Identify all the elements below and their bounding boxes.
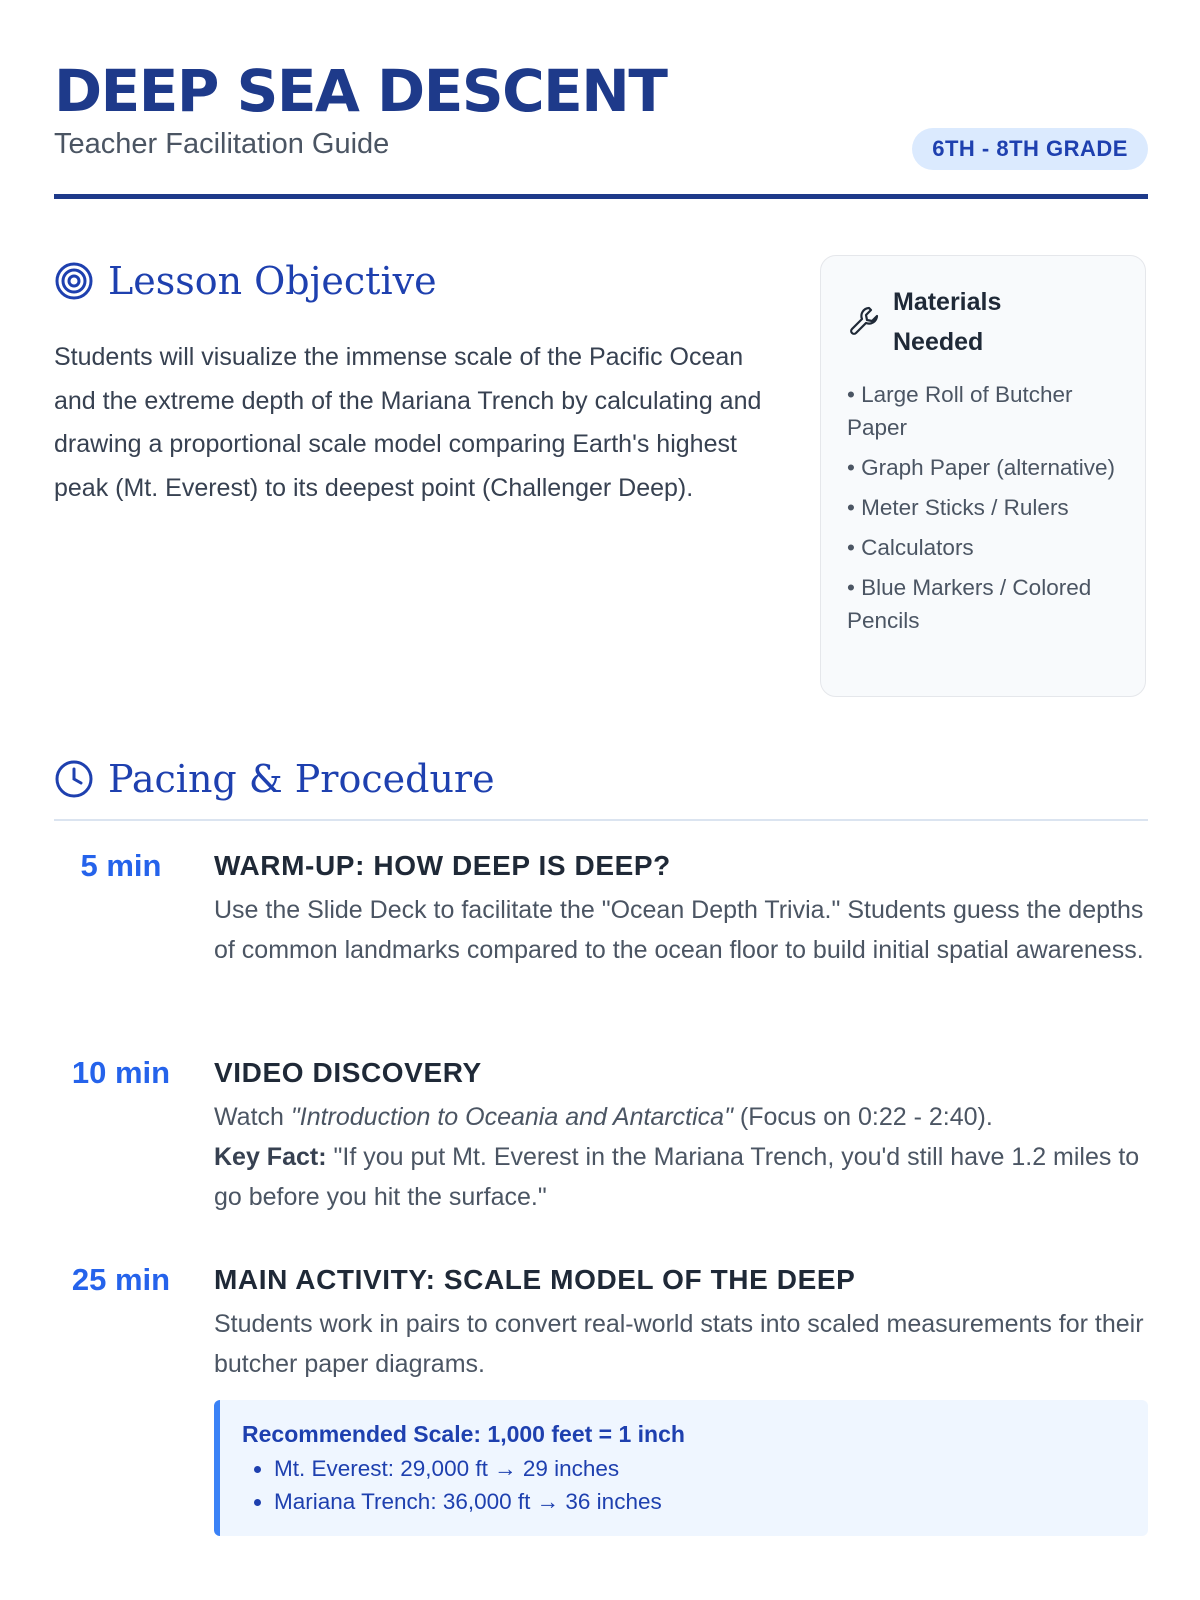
grade-badge: 6TH - 8TH GRADE <box>912 128 1148 170</box>
step-description: Students work in pairs to convert real-world stats into scaled measurements for their butcher paper diagrams. <box>214 1310 1144 1378</box>
step-title: MAIN ACTIVITY: SCALE MODEL OF THE DEEP <box>214 1264 856 1295</box>
materials-item: • Calculators <box>847 531 1121 564</box>
scale-title: Recommended Scale: 1,000 feet = 1 inch <box>242 1421 685 1447</box>
scale-item: • Mt. Everest: 29,000 ft → 29 inches <box>274 1452 1124 1485</box>
step-duration: 5 min <box>80 848 162 883</box>
step-duration: 25 min <box>71 1262 171 1297</box>
materials-list <box>847 378 1121 637</box>
step-title: VIDEO DISCOVERY <box>214 1057 482 1088</box>
materials-item: • Meter Sticks / Rulers <box>847 491 1121 524</box>
step-description <box>214 1097 1148 1217</box>
materials-item: • Large Roll of Butcher Paper <box>847 378 1121 444</box>
key-fact-text: "If you put Mt. Everest in the Mariana Trench, you'd still have 1.2 miles to go before you hit the surface." <box>214 1143 1140 1211</box>
scale-list <box>242 1452 1124 1518</box>
header-divider <box>54 194 1148 199</box>
key-fact-label: Key Fact: <box>214 1143 327 1171</box>
step-body <box>214 1053 1148 1217</box>
scale-item: • Mariana Trench: 36,000 ft → 36 inches <box>274 1485 1124 1518</box>
pacing-heading <box>54 756 495 802</box>
step-title: WARM-UP: HOW DEEP IS DEEP? <box>214 850 671 881</box>
materials-item: • Blue Markers / Colored Pencils <box>847 571 1121 637</box>
page-title: DEEP SEA DESCENT <box>54 57 667 125</box>
page-subtitle: Teacher Facilitation Guide <box>54 128 390 160</box>
pacing-heading-label: Pacing & Procedure <box>108 757 495 801</box>
target-icon <box>54 261 94 301</box>
objective-text: Students will visualize the immense scale of the Pacific Ocean and the extreme depth of the Mariana Trench by calculating and drawing a proportional scale model comparing Earth's highest peak (Mt. Everest) to its deepest point (Challenger Deep). <box>54 343 762 502</box>
materials-title: Materials Needed <box>893 288 1002 356</box>
materials-card <box>820 255 1146 697</box>
guide-header <box>54 50 1148 200</box>
objective-heading-label: Lesson Objective <box>108 259 437 303</box>
wrench-icon <box>847 302 881 343</box>
objective-heading <box>54 258 437 304</box>
step-body <box>214 1260 1148 1536</box>
materials-item: • Graph Paper (alternative) <box>847 451 1121 484</box>
step-body <box>214 846 1148 970</box>
pacing-divider <box>54 819 1148 821</box>
materials-header <box>847 282 1121 362</box>
step-duration: 10 min <box>71 1055 171 1090</box>
video-title: "Introduction to Oceania and Antarctica" <box>290 1103 733 1131</box>
scale-callout <box>214 1400 1148 1536</box>
step-desc-focus: (Focus on 0:22 - 2:40). <box>732 1103 993 1131</box>
step-desc-watch: Watch <box>214 1103 291 1131</box>
step-description: Use the Slide Deck to facilitate the "Ocean Depth Trivia." Students guess the depths of common landmarks compared to the ocean floor to build initial spatial awareness. <box>214 896 1144 964</box>
clock-icon <box>54 759 94 799</box>
